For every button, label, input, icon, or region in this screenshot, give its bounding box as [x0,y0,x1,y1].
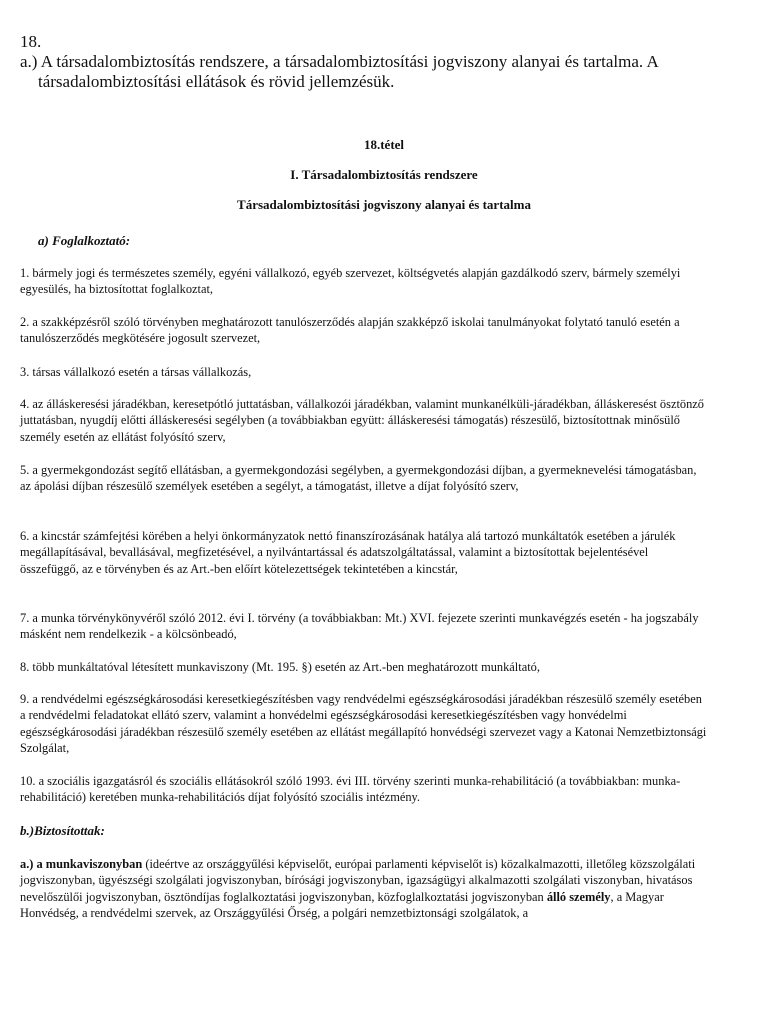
section-subtitle: Társadalombiztosítási jogviszony alanyai és tartalma [237,197,531,212]
list-item: 2. a szakképzésről szóló törvényben meghatározott tanulószerződés alapján szakképző iskolai tanulmányokat folytató tanuló esetén a tanulószerződés megkötésére jogosult szervezet, [20,315,680,346]
bold-phrase: álló személy [546,889,611,904]
list-item: 6. a kincstár számfejtési körében a helyi önkormányzatok nettó finanszírozásának hatálya alá tartozó munkáltatók esetében a járulék megállapításával, bevallásával, megfizetésével, a nyilvántartással és adatszolgáltatással, valamint a biztosítottak bejelentésével összefüggő, az e törvényben és az Art.-ben előírt kötelezettségek tekintetében a kincstár, [20,529,676,576]
list-item: 7. a munka törvénykönyvéről szóló 2012. évi I. törvény (a továbbiakban: Mt.) XVI. fejezete szerinti munkavégzés esetén - ha jogszabály másként nem rendelkezik - a kölcsönbeadó, [20,611,699,642]
list-item: 1. bármely jogi és természetes személy, egyéni vállalkozó, egyéb szervezet, költségvetés alapján gazdálkodó szerv, bármely személyi egyesülés, ha biztosítottat foglalkoztat, [20,266,681,297]
question-line-2: társadalombiztosítási ellátások és rövid jellemzésük. [38,72,395,91]
question-header [20,32,740,92]
question-number: 18. [20,32,42,51]
list-item: 4. az álláskeresési járadékban, keresetpótló juttatásban, vállalkozói járadékban, valamint munkanélküli-járadékban, álláskeresést ösztönző juttatásban, nyugdíj előtti álláskeresési segélyben (a továbbiakban együtt: álláskeresési támogatás) részesülő, biztosítottnak minősülő személy esetén az ellátást folyósító szerv, [20,397,704,444]
paragraph-text: , a Magyar Honvédség, a rendvédelmi szervek, az Országgyűlési Őrség, a polgári nemzetbiztonsági szolgálatok, a [20,889,664,921]
biztositottak-paragraph [20,856,710,922]
list-item: 3. társas vállalkozó esetén a társas vállalkozás, [20,365,252,379]
biztositottak-heading: b.)Biztosítottak: [20,823,105,838]
paragraph-text: (ideértve az országgyűlési képviselőt, európai parlamenti képviselőt is) közalkalmazotti, illetőleg közszolgálati jogviszonyban, ügyészségi szolgálati jogviszonyban, bírósági jogviszonyban, igazságügyi alkalmazotti szolgálati viszonyban, hivatásos nevelőszülői jogviszonyban, ösztöndíjas foglalkoztatási jogviszonyban, közfoglalkoztatási jogviszonyban [20,857,696,904]
foglalkoztato-heading: a) Foglalkoztató: [38,233,131,248]
tetel-title: 18.tétel [363,137,405,152]
section-title: I. Társadalombiztosítás rendszere [290,167,478,182]
bold-phrase: a.) a munkaviszonyban [20,857,143,871]
question-line-1: a.) A társadalombiztosítás rendszere, a társadalombiztosítási jogviszony alanyai és tartalma. A [20,52,659,71]
list-item: 9. a rendvédelmi egészségkárosodási keresetkiegészítésben vagy rendvédelmi egészségkárosodási járadékban részesülő személy esetében a rendvédelmi feladatokat ellátó szerv, valamint a honvédelmi egészségkárosodási keresetkiegészítésben vagy honvédelmi egészségkárosodási járadékban részesülő személy esetében az ellátást megállapító honvédségi szervezet vagy a Katonai Nemzetbiztonsági Szolgálat, [20,692,707,756]
list-item: 10. a szociális igazgatásról és szociális ellátásokról szóló 1993. évi III. törvény szerinti munka-rehabilitáció (a továbbiakban: munka-rehabilitáció) keretében munka-rehabilitációs díjat folyósító szociális intézmény. [20,774,681,805]
list-item: 8. több munkáltatóval létesített munkaviszony (Mt. 195. §) esetén az Art.-ben meghatározott munkáltató, [20,660,540,674]
list-item: 5. a gyermekgondozást segítő ellátásban, a gyermekgondozási segélyben, a gyermekgondozási díjban, a gyermeknevelési támogatásban, az ápolási díjban részesülő személyek esetében a segélyt, a támogatást, illetve a díjat folyósító szerv, [20,463,697,494]
